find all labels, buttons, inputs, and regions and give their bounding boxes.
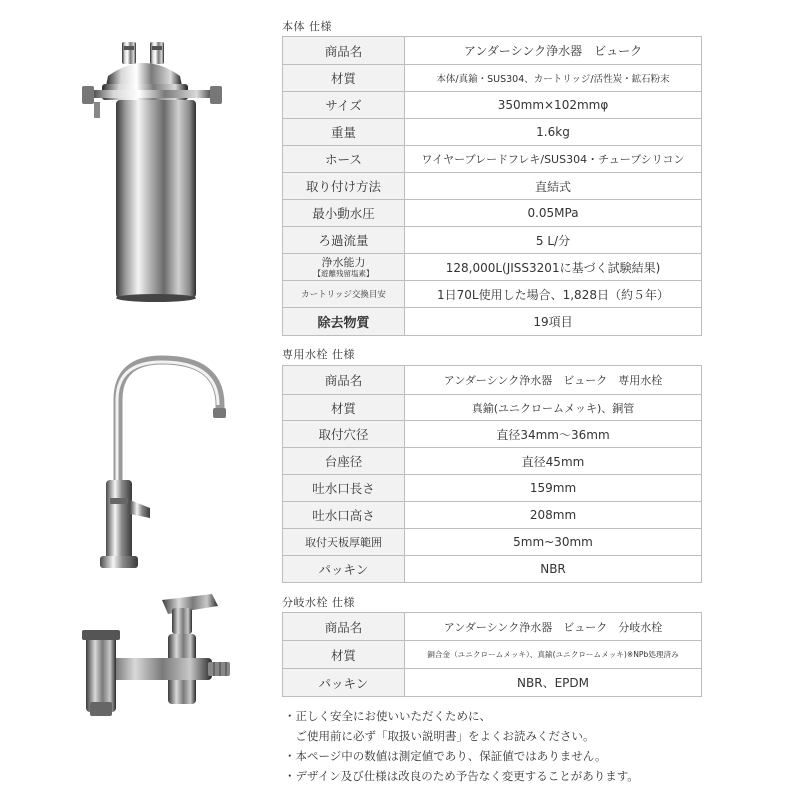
note-line: ・正しく安全にお使いいただくために、: [284, 709, 491, 723]
branch-spec-title: 分岐水栓 仕様: [282, 596, 355, 609]
faucet-spec-title: 専用水栓 仕様: [282, 348, 355, 361]
spec-value: 直径45mm: [405, 448, 702, 475]
spec-value: 直径34mm〜36mm: [405, 421, 702, 448]
spec-value: 真鍮(ユニクロームメッキ)、銅管: [405, 395, 702, 421]
notes: [284, 706, 784, 786]
spec-label: ろ過流量: [283, 227, 405, 254]
spec-label: 吐水口長さ: [283, 475, 405, 502]
spec-value: 銅合金（ユニクロームメッキ）、真鍮(ユニクロームメッキ)※NPb処理済み: [405, 641, 702, 669]
spec-label: 取り付け方法: [283, 173, 405, 200]
spec-label: パッキン: [283, 556, 405, 583]
body-spec-table: [282, 36, 702, 336]
table-row: [283, 65, 702, 92]
spec-label-main: 浄水能力: [321, 255, 366, 269]
spec-label: サイズ: [283, 92, 405, 119]
spec-label: 取付天板厚範囲: [283, 529, 405, 556]
spec-value: 0.05MPa: [405, 200, 702, 227]
table-row: [283, 308, 702, 336]
table-row: [283, 502, 702, 529]
body-spec-title: 本体 仕様: [282, 20, 332, 33]
table-row: [283, 448, 702, 475]
spec-value: ワイヤーブレードフレキ/SUS304・チューブシリコン: [405, 146, 702, 173]
spec-value: 5 L/分: [405, 227, 702, 254]
spec-value: 1日70L使用した場合、1,828日（約５年）: [405, 281, 702, 308]
table-row: [283, 613, 702, 641]
spec-label: 吐水口高さ: [283, 502, 405, 529]
table-row: [283, 227, 702, 254]
spec-value: NBR: [405, 556, 702, 583]
spec-label: 台座径: [283, 448, 405, 475]
spec-value: アンダーシンク浄水器 ビューク 分岐水栓: [405, 613, 702, 641]
spec-value: 1.6kg: [405, 119, 702, 146]
spec-value: 直結式: [405, 173, 702, 200]
spec-value: 159mm: [405, 475, 702, 502]
spec-label: パッキン: [283, 669, 405, 697]
spec-label: 商品名: [283, 366, 405, 395]
spec-label: 除去物質: [283, 308, 405, 336]
spec-value: 350mm×102mmφ: [405, 92, 702, 119]
table-row: [283, 281, 702, 308]
spec-label: 商品名: [283, 37, 405, 65]
spec-label: 最小動水圧: [283, 200, 405, 227]
note-line: ・本ページ中の数値は測定値であり、保証値ではありません。: [284, 749, 607, 763]
spec-label: 材質: [283, 65, 405, 92]
table-row: [283, 146, 702, 173]
table-row: [283, 37, 702, 65]
table-row: [283, 395, 702, 421]
table-row: [283, 92, 702, 119]
spec-label: カートリッジ交換目安: [283, 281, 405, 308]
faucet-spec-table: [282, 365, 702, 583]
spec-label: 取付穴径: [283, 421, 405, 448]
spec-label-sub: 【遊離残留塩素】: [313, 268, 374, 278]
spec-value: アンダーシンク浄水器 ビューク: [405, 37, 702, 65]
spec-label: ホース: [283, 146, 405, 173]
table-row: [283, 200, 702, 227]
table-row: [283, 529, 702, 556]
table-row: [283, 254, 702, 281]
table-row: [283, 119, 702, 146]
spec-value: アンダーシンク浄水器 ビューク 専用水栓: [405, 366, 702, 395]
table-row: [283, 669, 702, 697]
spec-label: 重量: [283, 119, 405, 146]
table-row: [283, 366, 702, 395]
table-row: [283, 173, 702, 200]
spec-value: 208mm: [405, 502, 702, 529]
branch-spec-table: [282, 612, 702, 697]
spec-value: NBR、EPDM: [405, 669, 702, 697]
table-row: [283, 421, 702, 448]
spec-value: 19項目: [405, 308, 702, 336]
table-row: [283, 641, 702, 669]
spec-value: 128,000L(JISS3201に基づく試験結果): [405, 254, 702, 281]
branch-valve-image: [72, 590, 242, 725]
spec-label: 材質: [283, 395, 405, 421]
spec-value: 5mm~30mm: [405, 529, 702, 556]
table-row: [283, 556, 702, 583]
note-line: ・デザイン及び仕様は改良のため予告なく変更することがあります。: [284, 769, 639, 783]
faucet-image: [92, 350, 242, 575]
note-line: ご使用前に必ず「取扱い説明書」をよくお読みください。: [284, 729, 595, 743]
spec-label: 材質: [283, 641, 405, 669]
table-row: [283, 475, 702, 502]
filter-canister-image: [78, 36, 226, 308]
spec-label-stacked: [283, 254, 405, 281]
spec-value: 本体/真鍮・SUS304、カートリッジ/活性炭・鉱石粉末: [405, 65, 702, 92]
spec-label: 商品名: [283, 613, 405, 641]
